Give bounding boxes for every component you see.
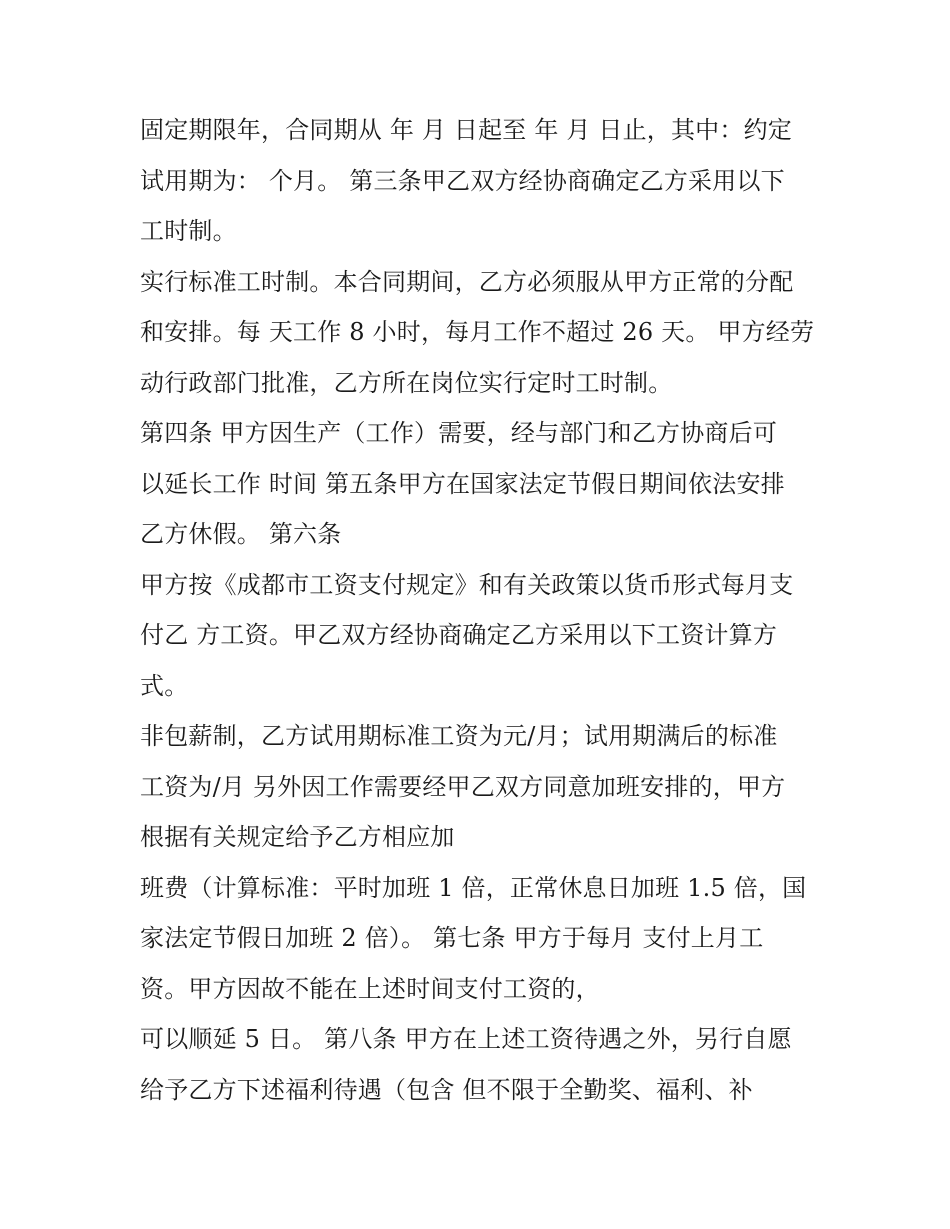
text-line: 式。 (140, 671, 189, 700)
text-line: 付乙 方工资。甲乙双方经协商确定乙方采用以下工资计算方 (140, 621, 778, 649)
text-line: 资。甲方因故不能在上述时间支付工资的， (140, 974, 600, 1003)
text-line: 给予乙方下述福利待遇（包含 但不限于全勤奖、福利、补 (140, 1075, 753, 1104)
text-line: 根据有关规定给予乙方相应加 (140, 823, 455, 851)
text-line: 工资为/月 另外因工作需要经甲乙双方同意加班安排的，甲方 (140, 772, 786, 801)
text-line: 乙方休假。 第六条 (140, 520, 342, 548)
text-line: 固定期限年，合同期从 年 月 日起至 年 月 日止，其中：约定 (140, 116, 792, 144)
text-line: 以延长工作 时间 第五条甲方在国家法定节假日期间依法安排 (140, 469, 785, 498)
text-line: 试用期为： 个月。 第三条甲乙双方经协商确定乙方采用以下 (140, 166, 785, 195)
text-line: 第四条 甲方因生产（工作）需要，经与部门和乙方协商后可 (140, 419, 778, 447)
text-line: 班费（计算标准：平时加班 1 倍，正常休息日加班 1.5 倍，国 (140, 873, 807, 902)
text-line: 可以顺延 5 日。 第八条 甲方在上述工资待遇之外，另行自愿 (140, 1025, 792, 1053)
contract-text-body (140, 105, 830, 1115)
text-line: 甲方按《成都市工资支付规定》和有关政策以货币形式每月支 (140, 570, 794, 599)
text-line: 家法定节假日加班 2 倍）。 第七条 甲方于每月 支付上月工 (140, 924, 764, 952)
text-line: 实行标准工时制。本合同期间，乙方必须服从甲方正常的分配 (140, 267, 794, 296)
text-line: 和安排。每 天工作 8 小时，每月工作不超过 26 天。 甲方经劳 (140, 318, 815, 346)
text-line: 动行政部门批准，乙方所在岗位实行定时工时制。 (140, 368, 673, 397)
text-line: 非包薪制，乙方试用期标准工资为元/月；试用期满后的标准 (140, 722, 778, 750)
text-line: 工时制。 (140, 217, 237, 245)
